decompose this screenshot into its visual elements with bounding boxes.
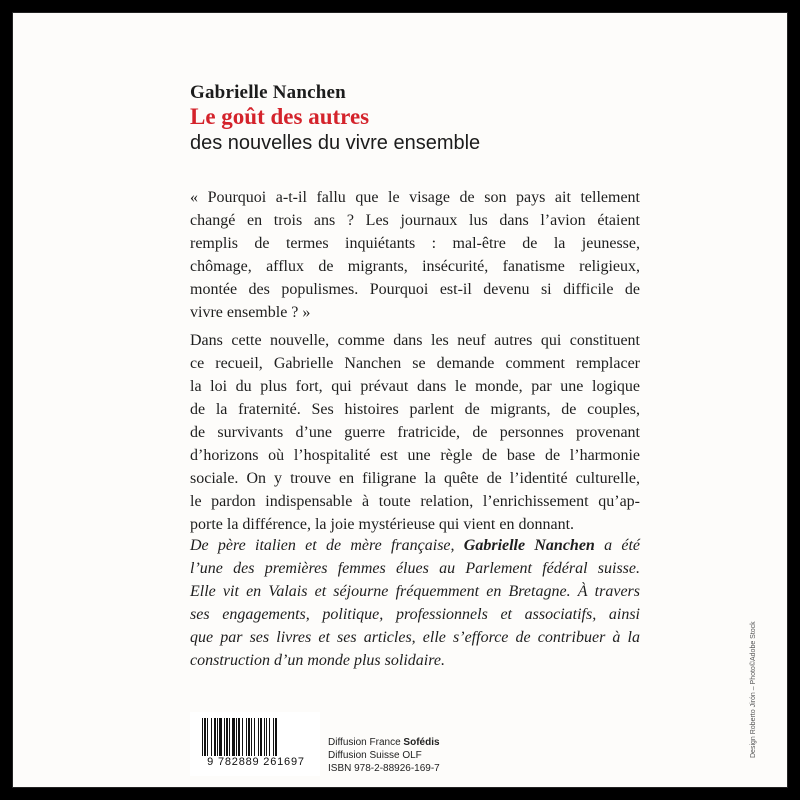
description-line: ce recueil, Gabrielle Nanchen se demande comment remplacer: [190, 355, 640, 372]
author-bio: [190, 534, 640, 672]
description-line: la loi du plus fort, qui prévaut dans le monde, par une logique: [190, 378, 640, 395]
bio-text: a été: [594, 537, 640, 554]
description-line: sociale. On y trouve en filigrane la quête de l’identité culturelle,: [190, 470, 640, 487]
distribution-suisse-value: OLF: [402, 750, 422, 761]
distribution-suisse-label: Diffusion Suisse: [328, 750, 400, 761]
bio-line: l’une des premières femmes élues au Parlement fédéral suisse.: [190, 560, 640, 577]
quote-line: chômage, afflux de migrants, insécurité, fanatisme religieux,: [190, 258, 640, 275]
isbn: ISBN 978-2-88926-169-7: [328, 763, 440, 774]
quote-line: vivre ensemble ? »: [190, 304, 311, 321]
barcode: [190, 712, 320, 776]
bio-text: De père italien et de mère française,: [190, 537, 464, 554]
book-title: Le goût des autres: [190, 104, 370, 129]
bio-line: construction d’un monde plus solidaire.: [190, 652, 445, 669]
book-description: [190, 329, 640, 536]
description-line: de survivants d’une guerre fratricide, de personnes provenant: [190, 424, 640, 441]
design-credit-text: Design Roberto Jirón – Photo©Adobe Stock: [750, 621, 757, 758]
book-subtitle: des nouvelles du vivre ensemble: [190, 132, 481, 154]
barcode-number: 9 782889 261697: [207, 756, 305, 768]
description-line: Dans cette nouvelle, comme dans les neuf autres qui constituent: [190, 332, 640, 349]
author-name: Gabrielle Nanchen: [190, 82, 346, 103]
quote-line: « Pourquoi a-t-il fallu que le visage de son pays ait tellement: [190, 189, 640, 206]
bio-line: ses engagements, politique, professionnels et associatifs, ainsi: [190, 606, 640, 623]
distribution-france-label: Diffusion France: [328, 737, 401, 748]
description-line: d’horizons où l’hospitalité est une règle de base de l’harmonie: [190, 447, 640, 464]
design-credit: [750, 608, 764, 758]
distribution-france: [328, 736, 440, 749]
bio-line: Elle vit en Valais et séjourne fréquemment en Bretagne. À travers: [190, 583, 640, 600]
excerpt-quote: [190, 186, 640, 324]
quote-line: changé en trois ans ? Les journaux lus dans l’avion étaient: [190, 212, 640, 229]
distribution-suisse: [328, 749, 440, 762]
bio-line: [190, 534, 640, 557]
quote-line: montée des populismes. Pourquoi est-il devenu si difficile de: [190, 281, 640, 298]
back-cover: [12, 12, 788, 788]
distribution-info: [328, 736, 440, 775]
barcode-icon: [200, 718, 312, 756]
quote-line: remplis de termes inquiétants : mal-être de la jeunesse,: [190, 235, 640, 252]
distribution-france-value: Sofédis: [403, 737, 440, 748]
description-line: porte la différence, la joie mystérieuse qui vient en donnant.: [190, 516, 575, 533]
description-line: le pardon indispensable à toute relation, l’enrichissement qu’ap-: [190, 493, 640, 510]
bio-line: que par ses livres et ses articles, elle s’efforce de contribuer à la: [190, 629, 640, 646]
description-line: de la fraternité. Ses histoires parlent de migrants, de couples,: [190, 401, 640, 418]
bio-author-name: Gabrielle Nanchen: [463, 537, 595, 554]
